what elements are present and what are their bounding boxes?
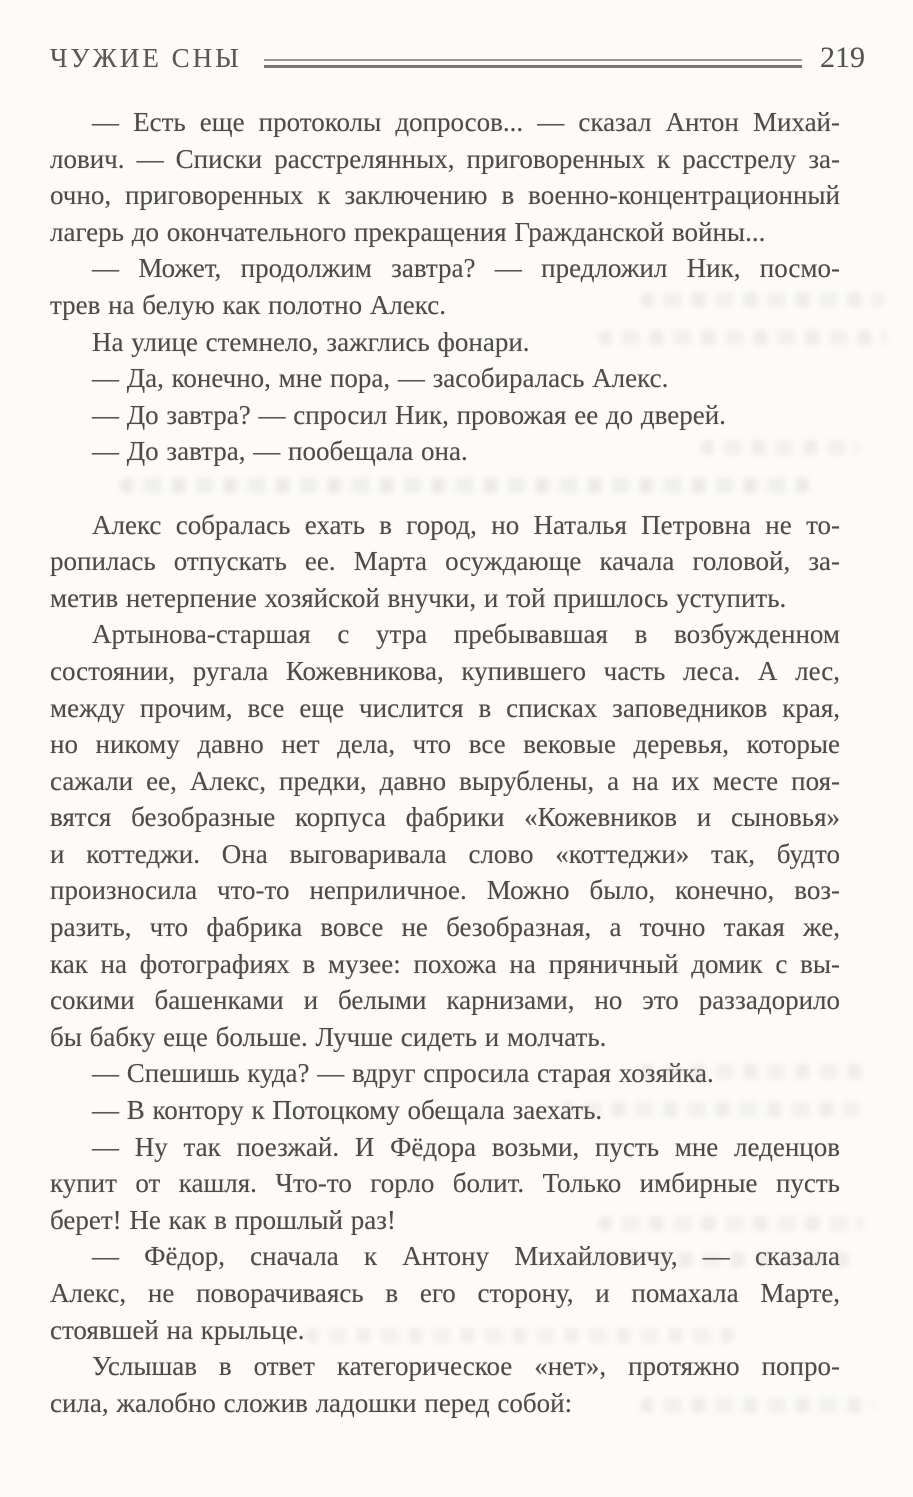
- page-number: 219: [820, 41, 865, 74]
- text-line: сажали ее, Алекс, предки, давно вырублены, а на их месте поя-: [50, 765, 840, 796]
- text-line: Услышав в ответ категорическое «нет», протяжно попро-: [92, 1351, 840, 1382]
- running-head: [50, 40, 865, 76]
- text-line: — Спешишь куда? — вдруг спросила старая хозяйка.: [92, 1058, 714, 1089]
- text-line: Артынова-старшая с утра пребывавшая в возбужденном: [92, 619, 840, 650]
- paragraph: [50, 1092, 840, 1129]
- text-line: как на фотографиях в музее: похожа на пряничный домик с вы-: [50, 948, 840, 979]
- text-section: [50, 104, 840, 470]
- text-line: сокими башенками и белыми карнизами, но это раззадорило: [50, 985, 840, 1016]
- text-section: [50, 507, 840, 1422]
- text-line: — Есть еще протоколы допросов... — сказал Антон Михай-: [92, 107, 840, 137]
- text-line: ропилась отпускать ее. Марта осуждающе качала головой, за-: [50, 546, 840, 577]
- chapter-title: ЧУЖИЕ СНЫ: [50, 42, 242, 73]
- text-line: стоявшей на крыльце.: [50, 1314, 305, 1345]
- paragraph: [50, 1055, 840, 1092]
- paragraph: [50, 360, 840, 397]
- text-line: — Может, продолжим завтра? — предложил Ник, посмо-: [92, 253, 840, 284]
- text-line: и коттеджи. Она выговаривала слово «коттеджи» так, будто: [50, 838, 840, 869]
- text-line: между прочим, все еще числится в списках заповедников края,: [50, 692, 840, 723]
- text-line: бы бабку еще больше. Лучше сидеть и молчать.: [50, 1021, 607, 1052]
- text-line: — В контору к Потоцкому обещала заехать.: [92, 1095, 603, 1126]
- text-line: Алекс, не поворачиваясь в его сторону, и помахала Марте,: [50, 1278, 840, 1308]
- paragraph: [50, 250, 840, 323]
- text-line: На улице стемнело, зажглись фонари.: [92, 326, 530, 357]
- paragraph: [50, 1348, 840, 1421]
- text-line: вятся безобразные корпуса фабрики «Кожевников и сыновья»: [50, 802, 840, 833]
- text-line: трев на белую как полотно Алекс.: [50, 289, 446, 320]
- text-line: купит от кашля. Что-то горло болит. Только имбирные пусть: [50, 1168, 840, 1199]
- text-line: лагерь до окончательного прекращения Гражданской войны...: [50, 216, 766, 247]
- text-line: лович. — Списки расстрелянных, приговоренных к расстрелу за-: [50, 143, 840, 174]
- paragraph: [50, 324, 840, 361]
- text-line: метив нетерпение хозяйской внучки, и той пришлось уступить.: [50, 582, 787, 613]
- paragraph: [50, 104, 840, 250]
- paragraph: [50, 433, 840, 470]
- paragraph: [50, 1129, 840, 1239]
- paragraph: [50, 1238, 840, 1348]
- paragraph: [50, 507, 840, 617]
- text-line: сила, жалобно сложив ладошки перед собой:: [50, 1387, 573, 1418]
- text-line: — Фёдор, сначала к Антону Михайловичу, — сказала: [92, 1241, 840, 1272]
- text-line: — Ну так поезжай. И Фёдора возьми, пусть мне леденцов: [92, 1131, 840, 1162]
- paragraph: [50, 616, 840, 1055]
- text-body: [50, 104, 840, 1421]
- text-line: состоянии, ругала Кожевникова, купившего часть леса. А лес,: [50, 655, 840, 686]
- text-line: берет! Не как в прошлый раз!: [50, 1204, 396, 1235]
- text-line: очно, приговоренных к заключению в военно-концентрационный: [50, 180, 840, 211]
- text-line: Алекс собралась ехать в город, но Наталья Петровна не то-: [92, 509, 840, 540]
- text-line: но никому давно нет дела, что все вековые деревья, которые: [50, 729, 840, 760]
- text-line: произносила что-то неприличное. Можно было, конечно, воз-: [50, 875, 840, 906]
- header-rule: [264, 59, 802, 68]
- text-line: разить, что фабрика вовсе не безобразная, а точно такая же,: [50, 912, 840, 943]
- text-line: — До завтра? — спросил Ник, провожая ее до дверей.: [92, 399, 726, 430]
- text-line: — Да, конечно, мне пора, — засобиралась Алекс.: [92, 363, 669, 394]
- paragraph: [50, 397, 840, 434]
- text-line: — До завтра, — пообещала она.: [92, 436, 468, 467]
